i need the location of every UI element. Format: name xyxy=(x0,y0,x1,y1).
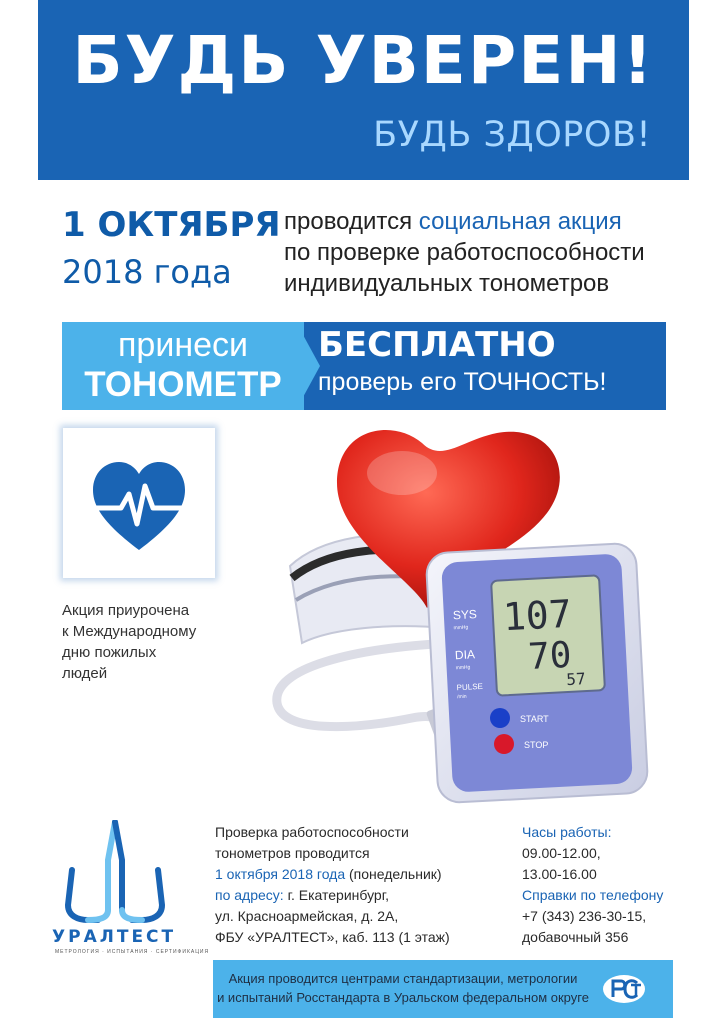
hours-slot-1: 09.00-12.00, xyxy=(522,845,601,861)
bring-line-2: ТОНОМЕТР xyxy=(84,365,282,404)
occasion-line-1: Акция приурочена xyxy=(62,602,190,619)
address-street: ул. Красноармейская, д. 2А, xyxy=(215,908,399,924)
heart-highlight xyxy=(367,451,437,495)
occasion-line-2: к Международному xyxy=(62,623,197,640)
footer-banner xyxy=(213,960,673,1018)
header-banner xyxy=(38,0,689,180)
heart-pulse-icon xyxy=(63,428,215,578)
start-button[interactable] xyxy=(490,708,510,728)
tonometer-illustration xyxy=(232,418,702,808)
phone-extension: добавочный 356 xyxy=(522,929,629,945)
occasion-text xyxy=(62,600,252,684)
description-text: проводится xyxy=(284,208,419,235)
address-city: г. Екатеринбург, xyxy=(283,887,390,903)
stop-button[interactable] xyxy=(494,734,514,754)
address-label: по адресу: xyxy=(215,887,284,903)
phone-number: +7 (343) 236-30-15, xyxy=(522,908,647,924)
pulse-label: PULSE xyxy=(456,681,484,693)
info-weekday: (понедельник) xyxy=(345,866,442,882)
footer-line-2: и испытаний Росстандарта в Уральском федеральном округе xyxy=(217,990,589,1005)
event-date: 1 ОКТЯБРЯ xyxy=(62,205,281,245)
logo-name: УРАЛТЕСТ xyxy=(52,927,177,947)
occasion-line-3: дню пожилых xyxy=(62,644,157,661)
hose xyxy=(277,643,452,728)
info-date: 1 октября 2018 года xyxy=(215,866,346,882)
event-year: 2018 года xyxy=(62,253,232,291)
pulse-unit: /min xyxy=(457,693,467,701)
description-line-1 xyxy=(284,206,645,237)
bring-line-1: принеси xyxy=(118,326,248,364)
start-label: START xyxy=(520,714,549,724)
logo-tagline: МЕТРОЛОГИЯ · ИСПЫТАНИЯ · СЕРТИФИКАЦИЯ xyxy=(55,949,210,955)
footer-line-1: Акция проводится центрами стандартизации, метрологии xyxy=(228,971,578,986)
hours-label: Часы работы: xyxy=(522,824,612,840)
event-details xyxy=(215,822,515,948)
free-text: БЕСПЛАТНО xyxy=(318,325,556,365)
info-line-2: тонометров проводится xyxy=(215,845,370,861)
event-description xyxy=(284,206,645,299)
subheadline: БУДЬ ЗДОРОВ! xyxy=(373,115,651,155)
stop-label: STOP xyxy=(524,740,549,750)
dia-label: DIA xyxy=(454,647,476,663)
info-date-line xyxy=(215,864,515,885)
check-text: проверь его ТОЧНОСТЬ! xyxy=(318,368,607,396)
description-highlight: социальная акция xyxy=(418,208,622,235)
sys-unit: mmHg xyxy=(453,624,469,632)
pulse-reading: 57 xyxy=(565,669,587,690)
address-office: ФБУ «УРАЛТЕСТ», каб. 113 (1 этаж) xyxy=(215,929,450,945)
dia-unit: mmHg xyxy=(455,664,471,672)
footer-text xyxy=(213,969,593,1007)
hours-slot-2: 13.00-16.00 xyxy=(522,866,597,882)
info-address-line xyxy=(215,885,515,906)
phone-label: Справки по телефону xyxy=(522,887,664,903)
rosstandart-logo xyxy=(601,973,647,1005)
headline: БУДЬ УВЕРЕН! xyxy=(72,22,655,99)
contact-hours xyxy=(522,822,702,948)
sys-reading: 107 xyxy=(501,591,573,640)
sys-label: SYS xyxy=(452,607,478,623)
heart-icon-card xyxy=(63,428,215,578)
description-line-2: по проверке работоспособности xyxy=(284,239,645,266)
description-line-3: индивидуальных тонометров xyxy=(284,270,610,297)
dia-reading: 70 xyxy=(527,634,573,679)
bring-text xyxy=(62,325,304,405)
occasion-line-4: людей xyxy=(62,665,108,682)
info-line-1: Проверка работоспособности xyxy=(215,824,409,840)
